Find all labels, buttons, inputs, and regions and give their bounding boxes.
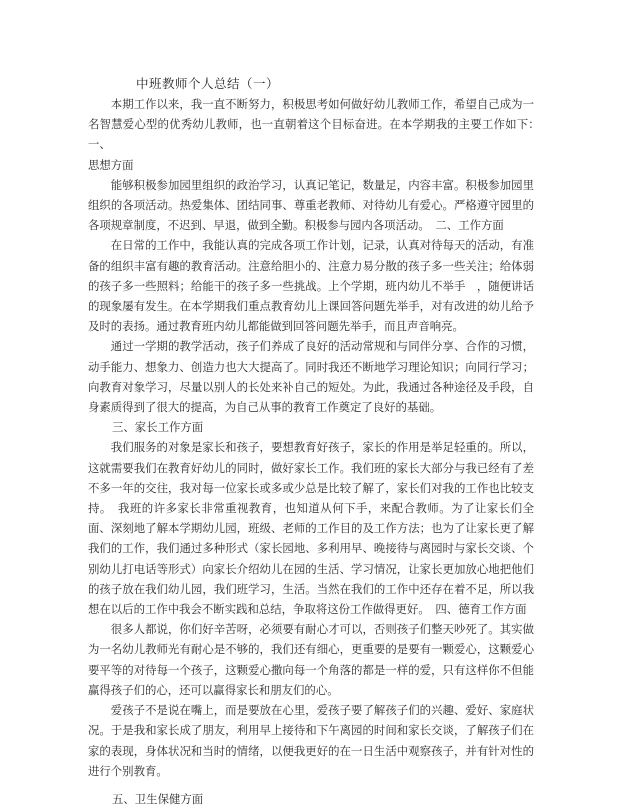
moral-paragraph-2: 爱孩子不是说在嘴上，而是要放在心里，爱孩子要了解孩子们的兴趣、爱好、家庭状况。于是我和家长成了朋友，利用早上接待和下午离园的时间和家长交谈，了解孩子们在家的表现，身体状况和当时的情绪，以便我更好的在一日生活中观察孩子，并有针对性的进行个别教育。 <box>88 703 534 778</box>
thought-paragraph: 能够积极参加园里组织的政治学习，认真记笔记，数量足，内容丰富。积极参加园里组织的各项活动。热爱集体、团结同事、尊重老教师、对待幼儿有爱心。严格遵守园里的各项规章制度，不迟到、早退，做到全勤。积极参与园内各项活动。 二、工作方面 <box>88 177 534 233</box>
parents-paragraph: 我们服务的对象是家长和孩子，要想教育好孩子，家长的作用是举足轻重的。所以，这就需要我们在教育好幼儿的同时，做好家长工作。我们班的家长大部分与我已经有了差不多一年的交往，我对每一位家长或多或少总是比较了解了，家长们对我的工作也比较支持。 我班的许多家长非常重视教育，也知道从何下手，来配合教师。为了让家长们全面、深刻地了解本学期幼儿园，班级、老师的工作目的及工作方法；也为了让家长更了解我们的工作，我们通过多种形式（家长园地、多利用早、晚接待与离园时与家长交谈、个别幼儿打电话等形式）向家长介绍幼儿在园的生活、学习情况，让家长更加放心地把他们的孩子放在我们幼儿园，我们班学习，生活。当然在我们的工作中还存在着不足，所以我想在以后的工作中我会不断实践和总结，争取将这份工作做得更好。 四、德育工作方面 <box>88 440 534 617</box>
work-paragraph-1: 在日常的工作中，我能认真的完成各项工作计划，记录，认真对待每天的活动，有准备的组织丰富有趣的教育活动。注意给胆小的、注意力易分散的孩子多一些关注；给体弱的孩子多一些照料；给能干的孩子多一些挑战。上个学期，班内幼儿不举手 ，随便讲话的现象屡有发生。在本学期我们重点教育幼儿上课回答问题先举手，对有改进的幼儿给予及时的表扬。通过教育班内幼儿都能做到回答问题先举手，而且声音响亮。 <box>88 238 534 334</box>
moral-paragraph-1: 很多人都说，你们好辛苦呀，必须要有耐心才可以，否则孩子们整天吵死了。其实做为一名幼儿教师光有耐心是不够的，我们还有细心，更重要的是要有一颗爱心，这颗爱心要平等的对待每一个孩子，这颗爱心撒向每一个角落的都是一样的爱，只有这样你不但能赢得孩子们的心，还可以赢得家长和朋友们的心。 <box>88 622 534 697</box>
work-paragraph-2: 通过一学期的教学活动，孩子们养成了良好的活动常规和与同伴分享、合作的习惯，动手能力、想象力、创造力也大大提高了。同时我还不断地学习理论知识；向同行学习；向教育对象学习，尽量以别人的长处来补自己的短处。为此，我通过各种途径及手段，自身素质得到了很大的提高，为自己从事的教育工作奠定了良好的基础。 <box>88 339 534 415</box>
intro-paragraph: 本期工作以来，我一直不断努力，积极思考如何做好幼儿教师工作，希望自己成为一名智慧爱心型的优秀幼儿教师，也一直朝着这个目标奋进。在本学期我的主要工作如下： 一、 <box>88 97 550 152</box>
section-heading-parents: 三、家长工作方面 <box>112 420 204 435</box>
document-body <box>88 94 550 809</box>
section-heading-health: 五、卫生保健方面 <box>112 791 204 806</box>
document-title: 中班教师个人总结（一） <box>136 76 280 91</box>
section-heading-thought: 思想方面 <box>88 157 134 172</box>
